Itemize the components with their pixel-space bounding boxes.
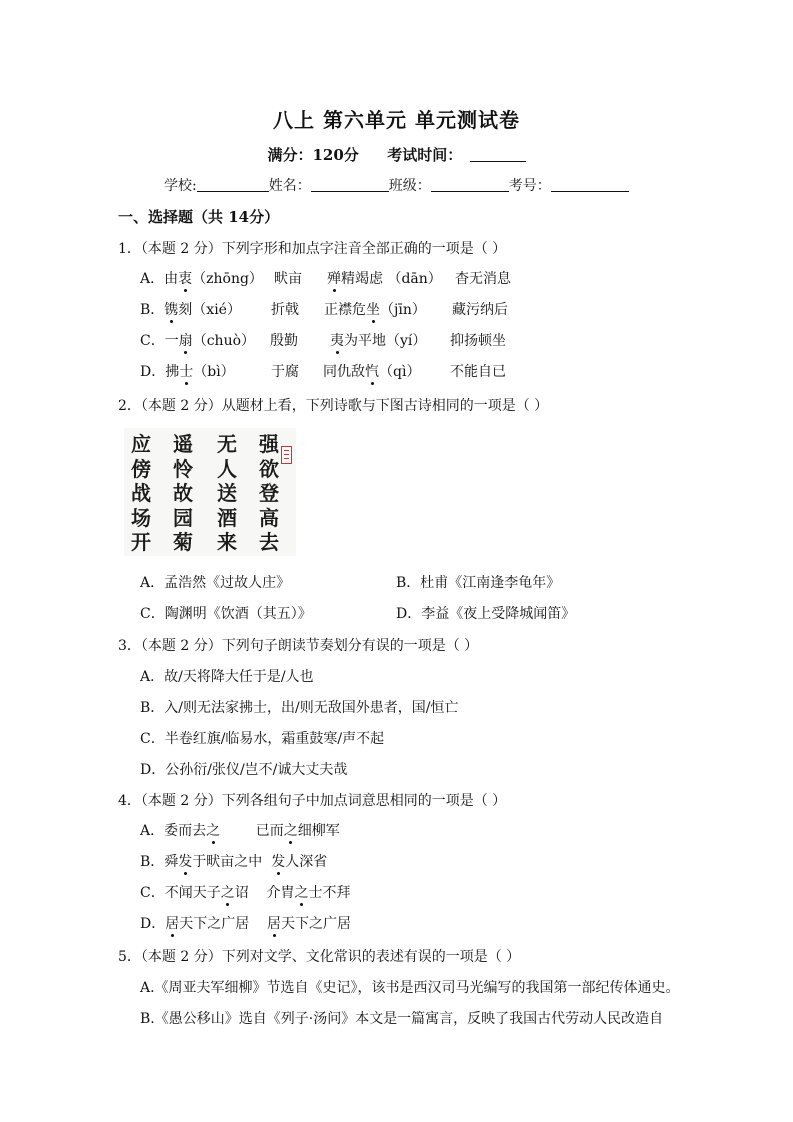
q1-b-word2: 折戟 [271, 302, 299, 318]
q2-option-b[interactable]: B．杜甫《江南逢李龟年》 [396, 575, 561, 591]
class-label: 班级： [388, 178, 431, 194]
q1-d-word4: 不能自已 [450, 364, 506, 380]
poem-column-4: 强 欲 登 高 去 [259, 432, 279, 554]
name-label: 姓名： [268, 178, 311, 194]
q3-option-c[interactable]: C．半卷红旗/临易水，霜重鼓寒/声不起 [140, 731, 385, 747]
exam-time-label: 考试时间： [387, 146, 463, 164]
full-score: 满分：120分 [267, 146, 359, 164]
class-blank[interactable] [431, 177, 509, 192]
page-title: 八上 第六单元 单元测试卷 [273, 108, 520, 132]
question-5-stem: 5．（本题 2 分）下列对文学、文化常识的表述有误的一项是（ ） [118, 949, 521, 965]
q1-b-word4: 藏污纳后 [452, 302, 508, 318]
q1-c-word3: 夷为平地（yí） [330, 333, 427, 349]
poem-column-1: 应 傍 战 场 开 [131, 432, 151, 554]
name-blank[interactable] [311, 177, 389, 192]
exam-meta [0, 144, 793, 165]
q3-option-b[interactable]: B．入/则无法家拂士，出/则无敌国外患者，国/恒亡 [140, 700, 459, 716]
question-1-stem: 1．（本题 2 分）下列字形和加点字注音全部正确的一项是（ ） [118, 241, 507, 257]
number-blank[interactable] [551, 177, 629, 192]
q1-option-a[interactable]: A．由衷（zhōng） [140, 271, 263, 287]
q4-option-a[interactable]: A．委而去之 已而之细柳军 [140, 823, 340, 839]
q1-option-d[interactable]: D．拂士（bì） [140, 364, 235, 380]
q4-option-b[interactable]: B．舜发于畎亩之中 发人深省 [140, 854, 328, 870]
school-label: 学校: [164, 178, 197, 194]
calligraphy-poem-image [124, 428, 296, 556]
q2-option-a[interactable]: A．孟浩然《过故人庄》 [140, 575, 291, 591]
q2-option-c[interactable]: C．陶渊明《饮酒（其五）》 [140, 606, 312, 622]
student-info [164, 175, 629, 195]
q1-d-word2: 于腐 [271, 364, 299, 380]
section-heading: 一、选择题（共 14分） [118, 208, 280, 226]
poem-column-2: 遥 怜 故 园 菊 [173, 432, 193, 554]
q1-b-word3: 正襟危坐（jīn） [324, 302, 426, 318]
q4-option-d[interactable]: D．居天下之广居 居天下之广居 [140, 916, 352, 932]
exam-time-blank[interactable] [470, 147, 526, 162]
q5-option-a[interactable]: A.《周亚夫军细柳》节选自《史记》，该书是西汉司马光编写的我国第一部纪传体通史。 [140, 980, 680, 996]
q2-option-d[interactable]: D．李益《夜上受降城闻笛》 [396, 606, 576, 622]
number-label: 考号： [508, 178, 551, 194]
q1-d-word3: 同仇敌忾（qì） [323, 364, 421, 380]
red-seal-stamp [281, 446, 292, 464]
question-3-stem: 3．（本题 2 分）下列句子朗读节奏划分有误的一项是（ ） [118, 638, 479, 654]
q5-option-b[interactable]: B.《愚公移山》选自《列子·汤问》本文是一篇寓言，反映了我国古代劳动人民改造自 [140, 1011, 664, 1027]
q1-option-b[interactable]: B．镌刻（xié） [140, 302, 241, 318]
poem-column-3: 无 人 送 酒 来 [217, 432, 237, 554]
q3-option-a[interactable]: A．故/天将降大任于是/人也 [140, 669, 314, 685]
school-blank[interactable] [197, 177, 269, 192]
q1-a-word4: 杳无消息 [455, 271, 511, 287]
q1-a-word2: 畎亩 [274, 271, 302, 287]
question-4-stem: 4．（本题 2 分）下列各组句子中加点词意思相同的一项是（ ） [118, 793, 507, 809]
q1-a-word3: 殚精竭虑 （dān） [327, 271, 442, 287]
q1-c-word4: 抑扬顿坐 [450, 333, 506, 349]
q4-option-c[interactable]: C．不闻天子之诏 介胄之士不拜 [140, 885, 351, 901]
question-2-stem: 2．（本题 2 分）从题材上看，下列诗歌与下图古诗相同的一项是（ ） [118, 398, 549, 414]
q3-option-d[interactable]: D．公孙衍/张仪/岂不/诚大丈夫哉 [140, 762, 348, 778]
q1-c-word2: 殷勤 [270, 333, 298, 349]
q1-option-c[interactable]: C．一扇（chuò） [140, 333, 256, 349]
